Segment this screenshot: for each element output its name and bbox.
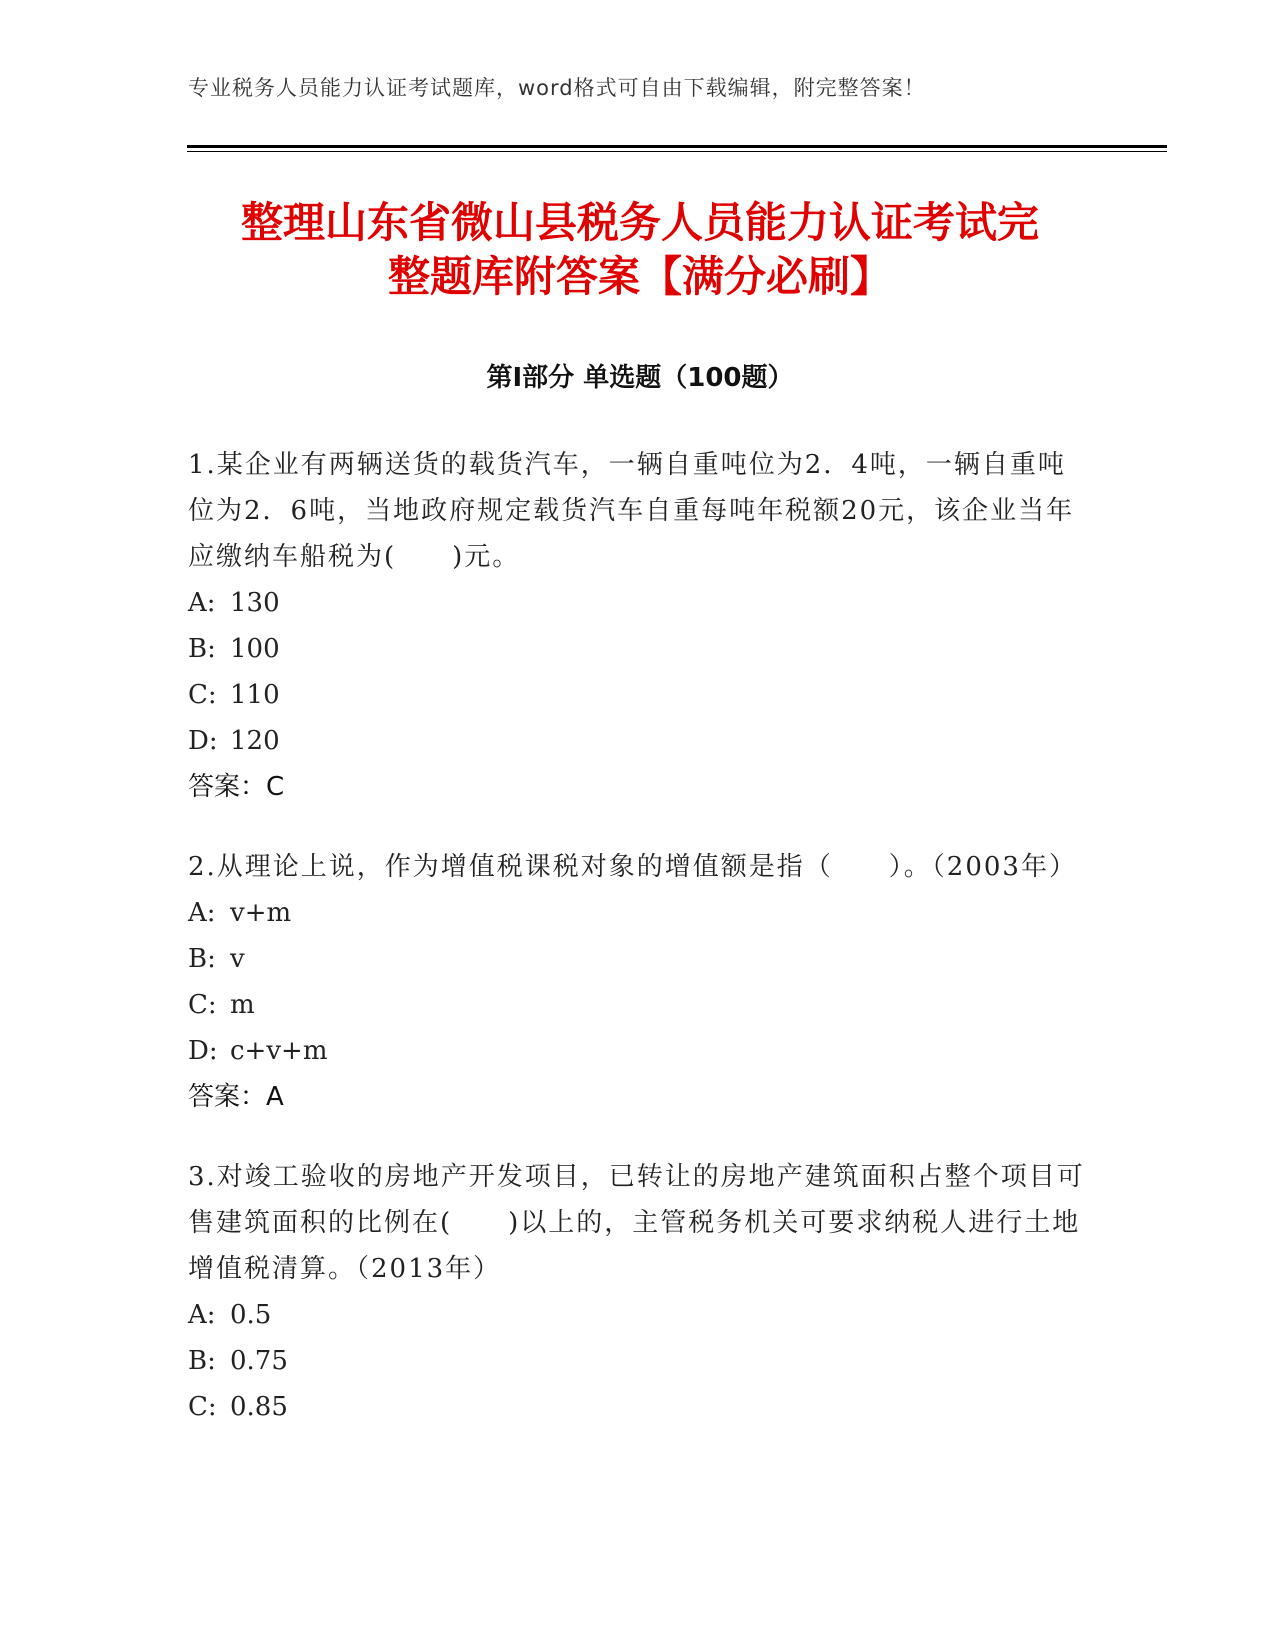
document-title [150, 196, 1130, 304]
option-text: 110 [230, 680, 280, 710]
option-a [188, 1292, 1088, 1338]
option-b [188, 936, 1088, 982]
option-key: A: [188, 1300, 216, 1330]
option-c [188, 672, 1088, 718]
option-text: 100 [230, 634, 280, 664]
question-stem: 1.某企业有两辆送货的载货汽车，一辆自重吨位为2．4吨，一辆自重吨位为2．6吨，当地政府规定载货汽车自重每吨年税额20元，该企业当年应缴纳车船税为( )元。 [188, 450, 1075, 572]
document-title-line-2: 整题库附答案【满分必刷】 [387, 252, 892, 301]
option-a [188, 890, 1088, 936]
option-c [188, 1384, 1088, 1430]
option-text: v+m [230, 898, 292, 928]
option-text: 0.75 [230, 1346, 288, 1376]
question-stem: 2.从理论上说，作为增值税课税对象的增值额是指（ ）。（2003年） [188, 852, 1077, 882]
option-c [188, 982, 1088, 1028]
document-title-line-1: 整理山东省微山县税务人员能力认证考试完 [240, 198, 1039, 247]
option-text: 0.85 [230, 1392, 288, 1422]
option-d [188, 1028, 1088, 1074]
option-key: B: [188, 944, 216, 974]
option-b [188, 626, 1088, 672]
answer: 答案：A [188, 1082, 284, 1112]
option-key: A: [188, 898, 216, 928]
option-text: 120 [230, 726, 280, 756]
header-rule-thick [187, 145, 1167, 148]
option-d [188, 718, 1088, 764]
option-key: A: [188, 588, 216, 618]
option-key: B: [188, 1346, 216, 1376]
option-b [188, 1338, 1088, 1384]
option-a [188, 580, 1088, 626]
option-text: v [230, 944, 245, 974]
section-title: 第Ⅰ部分 单选题（100题） [486, 363, 794, 393]
option-text: m [230, 990, 255, 1020]
option-text: 0.5 [230, 1300, 272, 1330]
question-3 [188, 1154, 1088, 1430]
option-key: C: [188, 1392, 217, 1422]
option-text: c+v+m [230, 1036, 328, 1066]
option-key: C: [188, 680, 217, 710]
page-header: 专业税务人员能力认证考试题库，word格式可自由下载编辑，附完整答案！ [188, 76, 926, 100]
option-key: D: [188, 1036, 218, 1066]
option-key: D: [188, 726, 218, 756]
question-list [188, 442, 1088, 1464]
question-2 [188, 844, 1088, 1120]
option-key: B: [188, 634, 216, 664]
option-text: 130 [230, 588, 280, 618]
question-1 [188, 442, 1088, 810]
header-rule-thin [187, 151, 1167, 152]
answer: 答案：C [188, 772, 285, 802]
option-key: C: [188, 990, 217, 1020]
question-stem: 3.对竣工验收的房地产开发项目，已转让的房地产建筑面积占整个项目可售建筑面积的比例在( )以上的，主管税务机关可要求纳税人进行土地增值税清算。（2013年） [188, 1162, 1085, 1284]
